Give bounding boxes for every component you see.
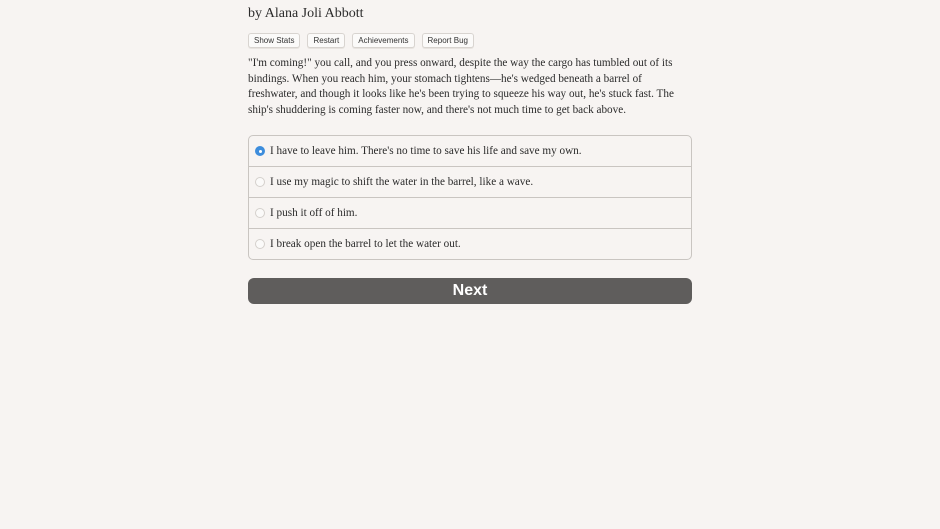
choice-label: I push it off of him. [270, 207, 358, 219]
choice-label: I use my magic to shift the water in the barrel, like a wave. [270, 176, 534, 188]
author-byline: by Alana Joli Abbott [248, 6, 364, 21]
choice-list [248, 135, 692, 260]
radio-checked-icon[interactable] [255, 146, 265, 156]
choice-option[interactable] [249, 166, 691, 197]
choice-option[interactable] [249, 228, 691, 259]
restart-button[interactable]: Restart [307, 33, 345, 48]
choice-option[interactable] [249, 197, 691, 228]
radio-unchecked-icon[interactable] [255, 208, 265, 218]
radio-unchecked-icon[interactable] [255, 177, 265, 187]
achievements-button[interactable]: Achievements [352, 33, 414, 48]
story-passage: "I'm coming!" you call, and you press onward, despite the way the cargo has tumbled out of its bindings. When you reach him, your stomach tightens—he's wedged beneath a barrel of freshwater, and though it looks like he's been trying to squeeze his way out, he's stuck fast. The ship's shuddering is coming faster now, and there's not much time to get back above. [248, 57, 674, 117]
report-bug-button[interactable]: Report Bug [422, 33, 474, 48]
toolbar [248, 33, 474, 48]
choice-label: I have to leave him. There's no time to save his life and save my own. [270, 145, 582, 157]
choice-label: I break open the barrel to let the water out. [270, 238, 461, 250]
radio-unchecked-icon[interactable] [255, 239, 265, 249]
show-stats-button[interactable]: Show Stats [248, 33, 300, 48]
next-button[interactable]: Next [248, 278, 692, 304]
choice-option[interactable] [249, 136, 691, 166]
